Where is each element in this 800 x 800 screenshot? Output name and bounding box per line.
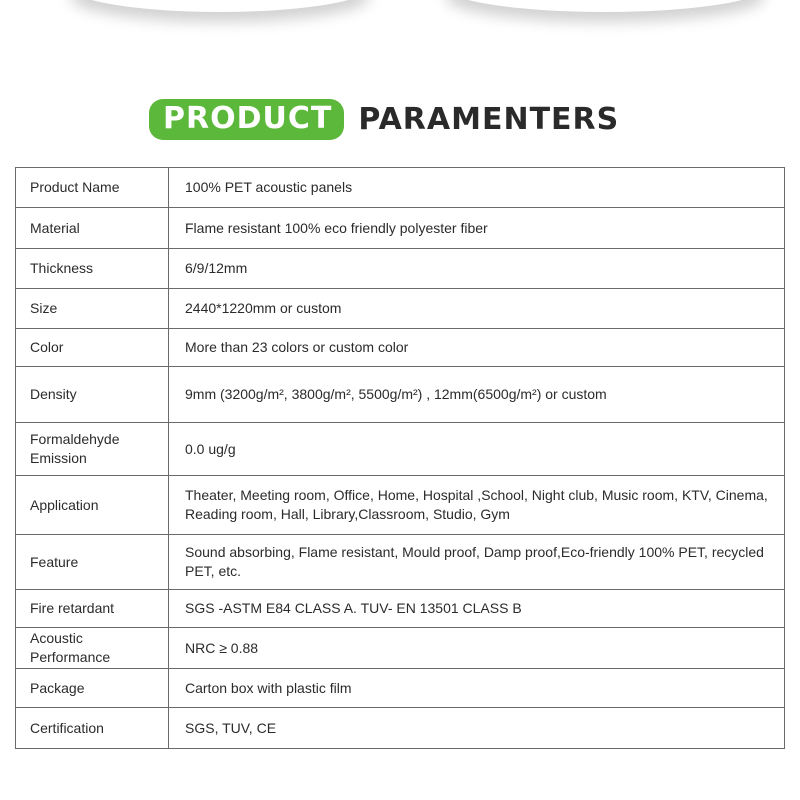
table-row — [16, 208, 785, 249]
row-value-feature: Sound absorbing, Flame resistant, Mould proof, Damp proof,Eco-friendly 100% PET, recycled PET, etc. — [169, 535, 785, 590]
row-label-formaldehyde-emission: Formaldehyde Emission — [16, 423, 169, 476]
row-label-color: Color — [16, 329, 169, 367]
table-row — [16, 329, 785, 367]
table-row — [16, 423, 785, 476]
section-heading — [149, 99, 619, 140]
row-label-application: Application — [16, 476, 169, 535]
table-row — [16, 249, 785, 289]
row-label-certification: Certification — [16, 708, 169, 749]
row-label-feature: Feature — [16, 535, 169, 590]
parameters-table — [15, 167, 785, 749]
row-value-application: Theater, Meeting room, Office, Home, Hospital ,School, Night club, Music room, KTV, Cinema, Reading room, Hall, Library,Classroom, Studio, Gym — [169, 476, 785, 535]
table-row — [16, 168, 785, 208]
row-value-size: 2440*1220mm or custom — [169, 289, 785, 329]
heading-text: PARAMENTERS — [358, 101, 620, 137]
row-value-material: Flame resistant 100% eco friendly polyester fiber — [169, 208, 785, 249]
table-row — [16, 289, 785, 329]
row-label-fire-retardant: Fire retardant — [16, 590, 169, 628]
table-row — [16, 476, 785, 535]
table-row — [16, 535, 785, 590]
row-value-package: Carton box with plastic film — [169, 669, 785, 708]
row-label-package: Package — [16, 669, 169, 708]
row-label-density: Density — [16, 367, 169, 423]
table-row — [16, 628, 785, 669]
row-label-material: Material — [16, 208, 169, 249]
table-row — [16, 590, 785, 628]
table-row — [16, 367, 785, 423]
row-label-thickness: Thickness — [16, 249, 169, 289]
row-value-color: More than 23 colors or custom color — [169, 329, 785, 367]
row-value-acoustic-performance: NRC ≥ 0.88 — [169, 628, 785, 669]
row-value-formaldehyde-emission: 0.0 ug/g — [169, 423, 785, 476]
row-label-product-name: Product Name — [16, 168, 169, 208]
row-value-fire-retardant: SGS -ASTM E84 CLASS A. TUV- EN 13501 CLASS B — [169, 590, 785, 628]
row-value-density: 9mm (3200g/m², 3800g/m², 5500g/m²) , 12mm(6500g/m²) or custom — [169, 367, 785, 423]
row-value-thickness: 6/9/12mm — [169, 249, 785, 289]
row-label-size: Size — [16, 289, 169, 329]
top-left-shadow-shape — [70, 0, 370, 12]
top-right-shadow-shape — [445, 0, 765, 12]
row-value-product-name: 100% PET acoustic panels — [169, 168, 785, 208]
heading-highlight: PRODUCT — [149, 99, 344, 140]
row-value-certification: SGS, TUV, CE — [169, 708, 785, 749]
table-row — [16, 708, 785, 749]
row-label-acoustic-performance: Acoustic Performance — [16, 628, 169, 669]
table-row — [16, 669, 785, 708]
